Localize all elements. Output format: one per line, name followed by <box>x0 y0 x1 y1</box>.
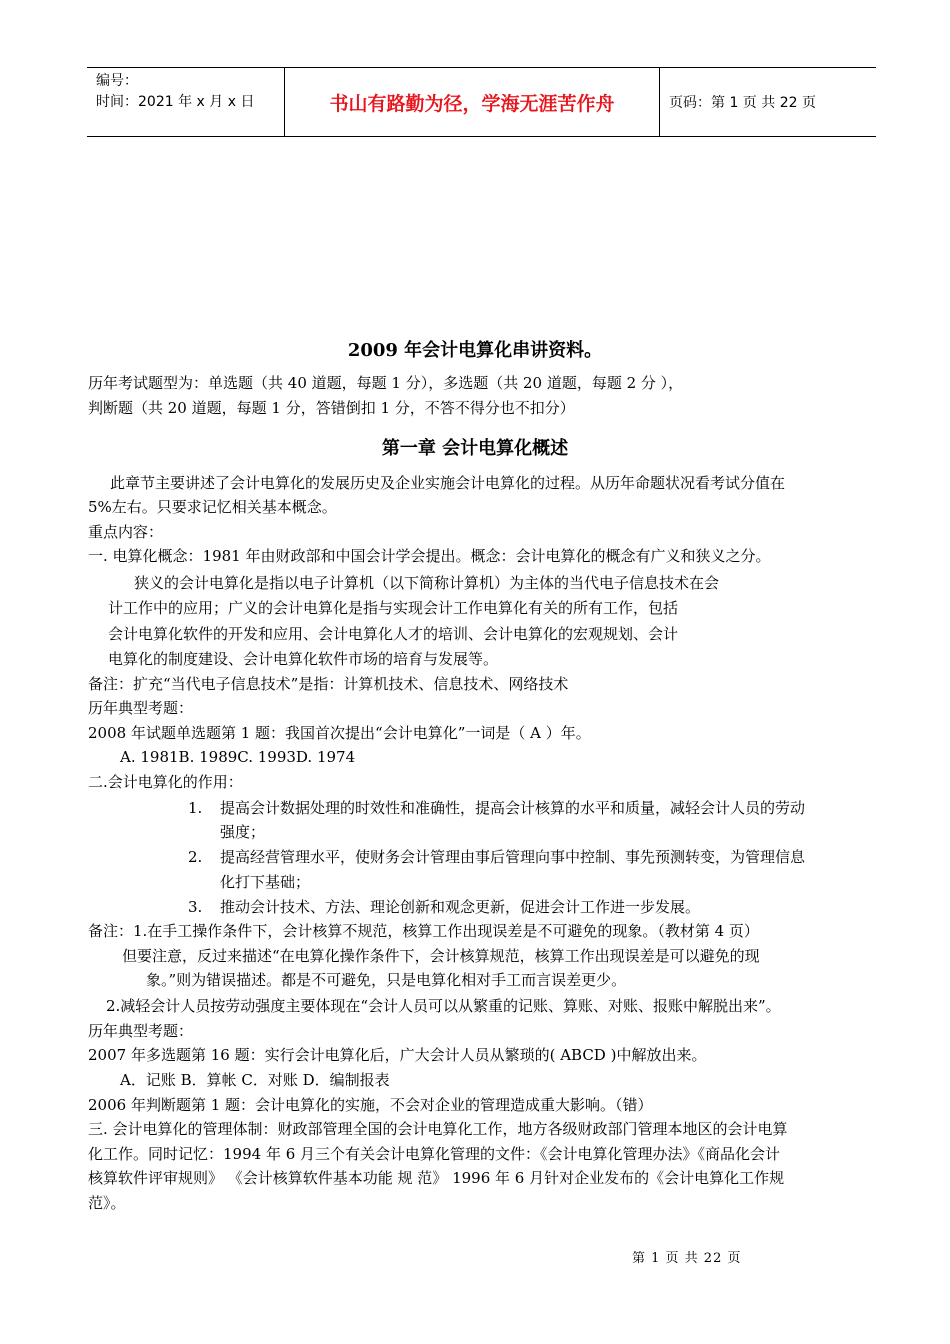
note-line: 但要注意，反过来描述“在电算化操作条件下，会计核算规范，核算工作出现误差是可以避免的现 <box>122 947 760 965</box>
page-footer: 第 1 页 共 22 页 <box>632 1251 742 1266</box>
header-meta <box>87 68 285 136</box>
paragraph-line: 范》。 <box>88 1194 126 1212</box>
note-line: 备注：1.在手工操作条件下，会计核算不规范，核算工作出现误差是不可避免的现象。（教材第 4 页） <box>88 922 759 940</box>
paragraph-line: 狭义的会计电算化是指以电子计算机（以下简称计算机）为主体的当代电子信息技术在会 <box>134 574 720 592</box>
paragraph-line: 化工作。同时记忆：1994 年 6 月三个有关会计电算化管理的文件：《会计电算化管理办法》《商品化会计 <box>88 1145 781 1163</box>
exam-type-line: 历年考试题型为：单选题（共 40 道题，每题 1 分），多选题（共 20 道题，每题 2 分 ）， <box>88 374 684 392</box>
note-line: 备注：扩充“当代电子信息技术”是指：计算机技术、信息技术、网络技术 <box>88 675 569 693</box>
paragraph-line: 电算化的制度建设、会计电算化软件市场的培育与发展等。 <box>108 650 499 668</box>
paragraph-line: 历年典型考题： <box>88 1022 194 1040</box>
paragraph-line: 核算软件评审规则》 《会计核算软件基本功能 规 范》 1996 年 6 月针对企业发布的《会计电算化工作规 <box>88 1169 785 1187</box>
list-number: 3. <box>188 898 203 916</box>
time-label: 时间：2021 年 x 月 x 日 <box>96 94 255 110</box>
number-label: 编号： <box>96 73 138 89</box>
header-page-label: 页码：第 1 页 共 22 页 <box>669 95 816 111</box>
paragraph-line: 5%左右。只要求记忆相关基本概念。 <box>88 498 337 516</box>
section-heading: 三. 会计电算化的管理体制：财政部管理全国的会计电算化工作，地方各级财政部门管理本地区的会计电算 <box>88 1120 788 1138</box>
note-line: 象。”则为错误描述。都是不可避免，只是电算化相对手工而言误差更少。 <box>146 971 627 989</box>
answer-options: A．记账 B．算帐 C．对账 D．编制报表 <box>120 1071 390 1089</box>
list-number: 1. <box>188 799 203 817</box>
question-line: 2007 年多选题第 16 题：实行会计电算化后，广大会计人员从繁琐的( ABCD )中解放出来。 <box>88 1046 707 1064</box>
note-line: 2.减轻会计人员按劳动强度主要体现在“会计人员可以从繁重的记账、算账、对账、报账中解脱出来”。 <box>106 997 781 1015</box>
answer-options: A. 1981B. 1989C. 1993D. 1974 <box>120 748 356 766</box>
list-number: 2. <box>188 848 203 866</box>
question-line: 2008 年试题单选题第 1 题：我国首次提出“会计电算化”一词是（ A ）年。 <box>88 724 591 742</box>
list-item: 提高经营管理水平，使财务会计管理由事后管理向事中控制、事先预测转变，为管理信息 <box>220 848 806 866</box>
chapter-title: 第一章 会计电算化概述 <box>381 438 569 459</box>
header-motto: 书山有路勤为径，学海无涯苦作舟 <box>285 68 660 136</box>
list-item: 强度； <box>220 823 266 841</box>
list-item: 推动会计技术、方法、理论创新和观念更新，促进会计工作进一步发展。 <box>220 898 701 916</box>
page-header <box>87 67 876 137</box>
paragraph-line: 计工作中的应用；广义的会计电算化是指与实现会计工作电算化有关的所有工作，包括 <box>108 599 679 617</box>
list-item: 化打下基础； <box>220 873 311 891</box>
paragraph-line: 重点内容： <box>88 523 164 541</box>
paragraph-line: 此章节主要讲述了会计电算化的发展历史及企业实施会计电算化的过程。从历年命题状况看考试分值在 <box>110 474 786 492</box>
paragraph-line: 历年典型考题： <box>88 699 194 717</box>
document-title: 2009 年会计电算化串讲资料。 <box>347 340 603 361</box>
list-item: 提高会计数据处理的时效性和准确性，提高会计核算的水平和质量，减轻会计人员的劳动 <box>220 799 806 817</box>
section-heading: 一. 电算化概念：1981 年由财政部和中国会计学会提出。概念：会计电算化的概念有广义和狭义之分。 <box>88 547 771 565</box>
question-line: 2006 年判断题第 1 题：会计电算化的实施，不会对企业的管理造成重大影响。（错） <box>88 1096 653 1114</box>
exam-type-line: 判断题（共 20 道题，每题 1 分，答错倒扣 1 分，不答不得分也不扣分） <box>88 399 575 417</box>
section-heading: 二.会计电算化的作用： <box>88 773 243 791</box>
paragraph-line: 会计电算化软件的开发和应用、会计电算化人才的培训、会计电算化的宏观规划、会计 <box>108 625 679 643</box>
